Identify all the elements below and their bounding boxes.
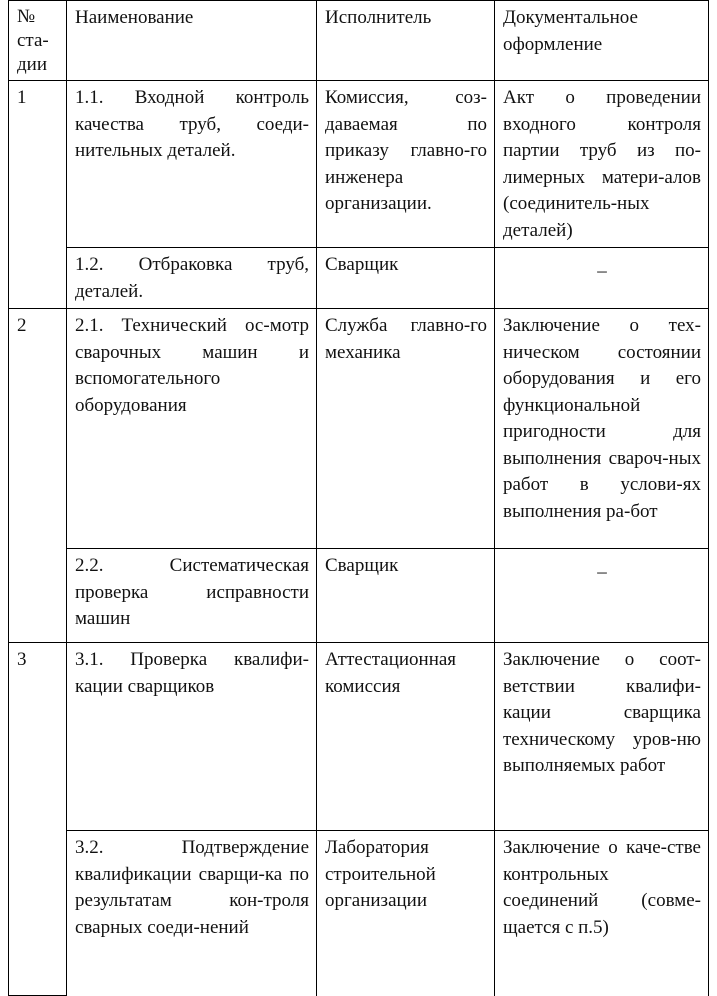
documentation-cell: Заключение о каче-стве контрольных соединений (совме-щается с п.5) (495, 831, 709, 996)
documentation-cell: Заключение о тех-ническом состоянии оборудования и его функциональной пригодности для выполнения свароч-ных работ в услови-ях выполнения ра-бот (495, 309, 709, 549)
name-header: Наименование (67, 1, 317, 81)
executor-cell: Лаборатория строительной организации (317, 831, 495, 996)
documentation-cell: _ (495, 248, 709, 309)
table-row (9, 309, 709, 549)
executor-cell: Аттестационная комиссия (317, 643, 495, 831)
documentation-header: Документальное оформление (495, 1, 709, 81)
executor-header: Исполнитель (317, 1, 495, 81)
table-row (9, 549, 709, 643)
documentation-cell: Заключение о соот-ветствии квалифи-кации сварщика техническому уров-ню выполняемых работ (495, 643, 709, 831)
name-cell: 1.1. Входной контроль качества труб, соеди-нительных деталей. (67, 81, 317, 248)
stages-table (8, 0, 709, 996)
name-cell: 2.2. Систематическая проверка исправности машин (67, 549, 317, 643)
name-cell: 3.2. Подтверждение квалификации сварщи-ка по результатам кон-троля сварных соеди-нений (67, 831, 317, 996)
table-row (9, 643, 709, 831)
documentation-cell: Акт о проведении входного контроля партии труб из по-лимерных матери-алов (соединитель-ных деталей) (495, 81, 709, 248)
header-row (9, 1, 709, 81)
documentation-cell: _ (495, 549, 709, 643)
name-cell: 1.2. Отбраковка труб, деталей. (67, 248, 317, 309)
executor-cell: Комиссия, соз-даваемая по приказу главно-го инженера организации. (317, 81, 495, 248)
name-cell: 3.1. Проверка квалифи-кации сварщиков (67, 643, 317, 831)
stage-number-cell: 2 (9, 309, 67, 643)
name-cell: 2.1. Технический ос-мотр сварочных машин и вспомогательного оборудования (67, 309, 317, 549)
stage-number-cell: 1 (9, 81, 67, 309)
table-row (9, 248, 709, 309)
stage-number-header: № ста- дии (9, 1, 67, 81)
stage-number-cell: 3 (9, 643, 67, 996)
table-row (9, 831, 709, 996)
executor-cell: Сварщик (317, 248, 495, 309)
executor-cell: Сварщик (317, 549, 495, 643)
executor-cell: Служба главно-го механика (317, 309, 495, 549)
table-row (9, 81, 709, 248)
